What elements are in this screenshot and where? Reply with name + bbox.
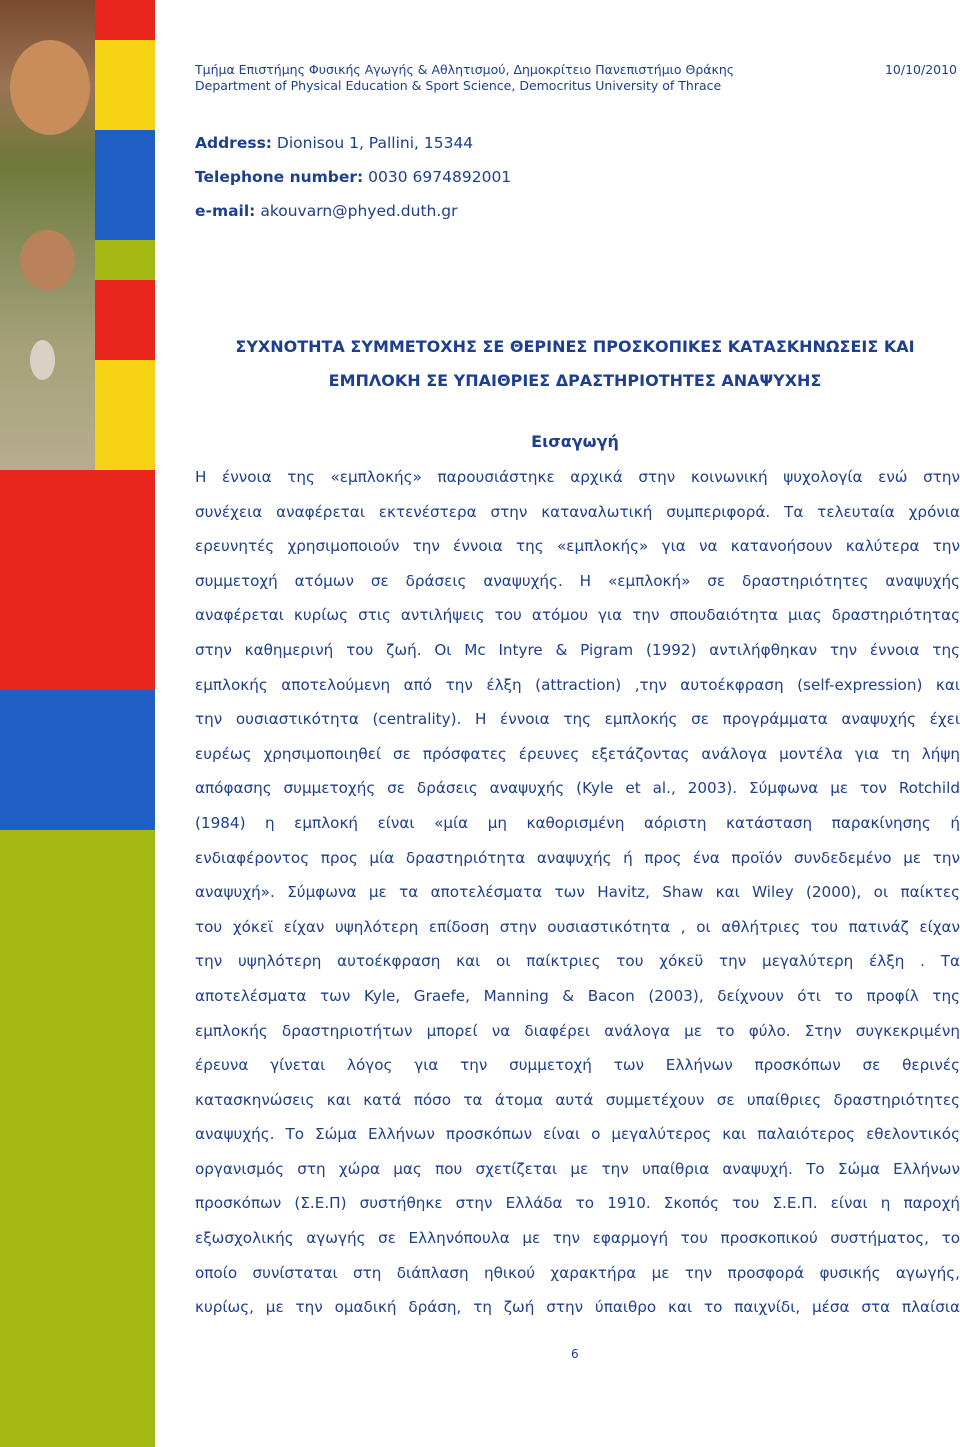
- body-line: την υψηλότερη αυτοέκφραση και οι παίκτριες του χόκεϋ την μεγαλύτερη έλξη . Τα: [195, 952, 960, 971]
- body-line: συμμετοχή ατόμων σε δράσεις αναψυχής. Η «εμπλοκή» σε δραστηριότητες αναψυχής: [195, 571, 960, 590]
- body-line: ευρέως χρησιμοποιηθεί σε πρόσφατες έρευνες εξετάζοντας ανάλογα μοντέλα για τη λήψη: [195, 744, 960, 763]
- body-line: ερευνητές χρησιμοποιούν την έννοια της «εμπλοκής» για να κατανοήσουν καλύτερα την: [195, 537, 960, 556]
- phone-label: Telephone number:: [195, 168, 364, 186]
- green-block: [0, 830, 155, 1447]
- email-value: akouvarn@phyed.duth.gr: [255, 202, 458, 220]
- red-strip-mid: [95, 280, 155, 360]
- body-line: προσκόπων (Σ.Ε.Π) συστήθηκε στην Ελλάδα το 1910. Σκοπός του Σ.Ε.Π. είναι η παροχή: [195, 1194, 960, 1213]
- address-label: Address:: [195, 134, 272, 152]
- photo-face-2: [20, 230, 75, 290]
- body-line: αποτελέσματα των Kyle, Graefe, Manning & Bacon (2003), δείχνουν ότι το προφίλ της: [195, 986, 960, 1005]
- header-greek-line: Τμήμα Επιστήμης Φυσικής Αγωγής & Αθλητισμού, Δημοκρίτειο Πανεπιστήμιο Θράκης: [195, 62, 735, 77]
- red-block: [0, 470, 155, 690]
- blue-strip-top: [95, 130, 155, 240]
- body-line: αναφέρεται κυρίως στις αντιλήψεις του ατόμου για την σπουδαιότητα μιας δραστηριότητας: [195, 606, 960, 625]
- red-strip: [95, 0, 155, 40]
- body-line: (1984) η εμπλοκή είναι «μία μη καθορισμένη αόριστη κατάσταση παρακίνησης ή: [195, 813, 960, 832]
- body-line: συνέχεια αναφέρεται εκτενέστερα στην καταναλωτική συμπεριφορά. Τα τελευταία χρόνια: [195, 502, 960, 521]
- body-line: απόφασης συμμετοχής σε δράσεις αναψυχής (Kyle et al., 2003). Σύμφωνα με τον Rotchild: [195, 779, 960, 798]
- photo-figure: [30, 340, 55, 380]
- body-line: έρευνα γίνεται λόγος για την συμμετοχή των Ελλήνων προσκόπων σε θερινές: [195, 1056, 960, 1075]
- body-line: ενδιαφέροντος προς μία δραστηριότητα αναψυχής ή προς ένα προϊόν συνδεδεμένο με την: [195, 848, 960, 867]
- header-english-line: Department of Physical Education & Sport Science, Democritus University of Thrace: [195, 78, 722, 93]
- body-line: Η έννοια της «εμπλοκής» παρουσιάστηκε αρχικά στην κοινωνική ψυχολογία ενώ στην: [195, 468, 960, 486]
- body-line: κατασκηνώσεις και κατά πόσο τα άτομα αυτά συμμετέχουν σε υπαίθριες δραστηριότητες: [195, 1090, 960, 1109]
- paper-title: [195, 330, 955, 398]
- body-line: εμπλοκής αποτελούμενη από την έλξη (attraction) ,την αυτοέκφραση (self-expression) και: [195, 675, 960, 694]
- body-line: στην καθημερινή του ζωή. Οι Mc Intyre & Pigram (1992) αντιλήφθηκαν την έννοια της: [195, 640, 960, 659]
- section-heading: Εισαγωγή: [531, 432, 619, 451]
- address-value: Dionisou 1, Pallini, 15344: [272, 134, 474, 152]
- body-line: αναψυχής. Το Σώμα Ελλήνων προσκόπων είναι ο μεγαλύτερος και παλαιότερος εθελοντικός: [195, 1125, 960, 1144]
- body-line: αναψυχή». Σύμφωνα με τα αποτελέσματα των Havitz, Shaw και Wiley (2000), οι παίκτες: [195, 883, 960, 902]
- contact-block: [195, 126, 511, 228]
- title-line-1: ΣΥΧΝΟΤΗΤΑ ΣΥΜΜΕΤΟΧΗΣ ΣΕ ΘΕΡΙΝΕΣ ΠΡΟΣΚΟΠΙΚΕΣ ΚΑΤΑΣΚΗΝΩΣΕΙΣ ΚΑΙ: [235, 337, 915, 356]
- address-line: [195, 126, 511, 160]
- body-line: εμπλοκής δραστηριοτήτων μπορεί να διαφέρει ανάλογα με το φύλο. Στην συγκεκριμένη: [195, 1021, 960, 1040]
- email-label: e-mail:: [195, 202, 256, 220]
- body-line: εξωσχολικής αγωγής σε Ελληνόπουλα με την εφαρμογή του προσκοπικού συστήματος, το: [195, 1229, 960, 1248]
- decorative-side-band: [0, 0, 155, 1447]
- phone-value: 0030 6974892001: [363, 168, 512, 186]
- body-line: οργανισμός στη χώρα μας που σχετίζεται με την υπαίθρια αναψυχή. Το Σώμα Ελλήνων: [195, 1159, 960, 1178]
- green-strip-top: [95, 240, 155, 280]
- body-line: του χόκεϊ είχαν υψηλότερη επίδοση στην ουσιαστικότητα , οι αθλήτριες του πατινάζ είχαν: [195, 917, 960, 936]
- email-line: [195, 194, 511, 228]
- body-line: κυρίως, με την ομαδική δράση, τη ζωή στην ύπαιθρο και το παιχνίδι, μέσα στα πλαίσια: [195, 1298, 960, 1317]
- page-number: 6: [571, 1347, 579, 1361]
- body-line: την ουσιαστικότητα (centrality). Η έννοια της εμπλοκής σε προγράμματα αναψυχής έχει: [195, 710, 960, 729]
- phone-line: [195, 160, 511, 194]
- header-date: 10/10/2010: [884, 62, 957, 77]
- title-line-2: ΕΜΠΛΟΚΗ ΣΕ ΥΠΑΙΘΡΙΕΣ ΔΡΑΣΤΗΡΙΟΤΗΤΕΣ ΑΝΑΨΥΧΗΣ: [328, 371, 822, 390]
- yellow-strip: [95, 40, 155, 130]
- body-text: [195, 460, 960, 1325]
- yellow-strip-mid: [95, 360, 155, 470]
- blue-block: [0, 690, 155, 830]
- body-line: οποίο συνίσταται στη διάπλαση ηθικού χαρακτήρα με την προσφορά φυσικής αγωγής,: [195, 1263, 960, 1282]
- page-header: [195, 62, 734, 94]
- photo-face-1: [10, 40, 90, 135]
